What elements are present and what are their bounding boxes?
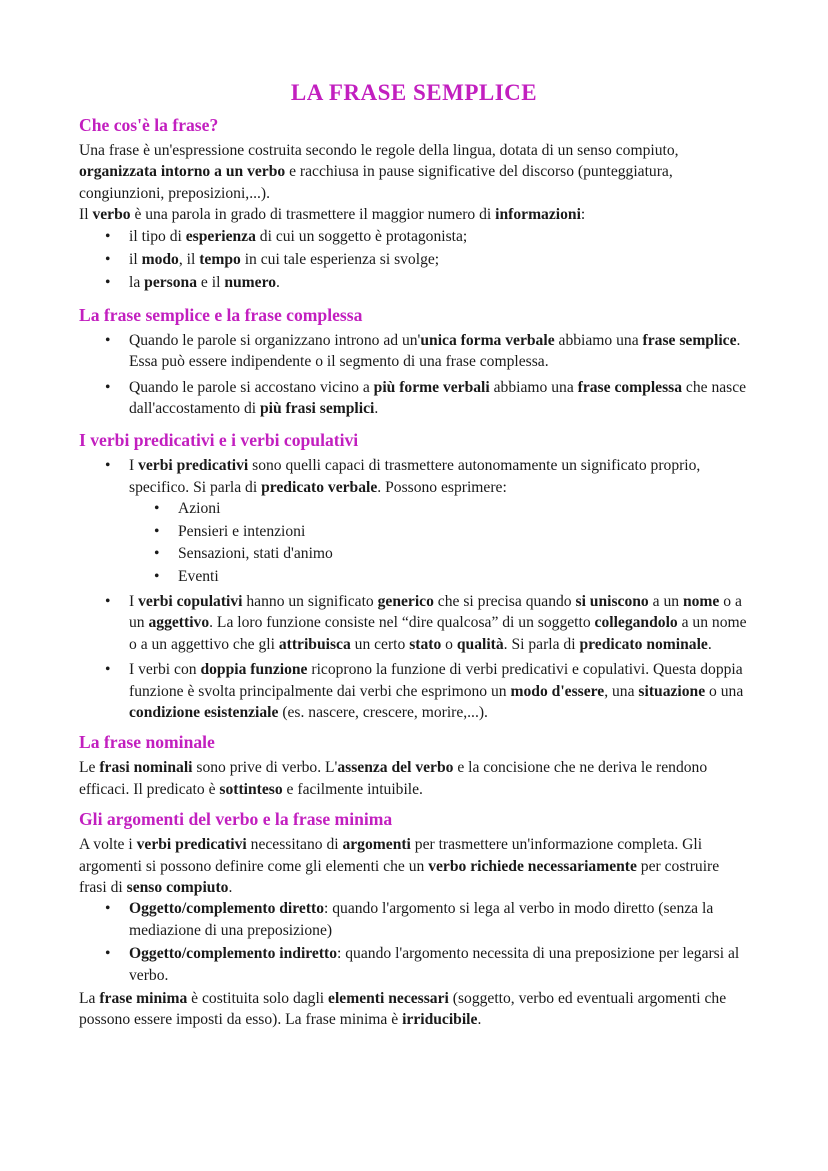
paragraph-frasi-nominali: Le frasi nominali sono prive di verbo. L'assenza del verbo e la concisione che ne deriva le rendono efficaci. Il predicato è sottinteso e facilmente intuibile. [79,759,708,798]
page-title: LA FRASE SEMPLICE [290,80,538,105]
list-item: • Oggetto/complemento indiretto: quando l'argomento necessita di una preposizione per legarsi al verbo. [129,943,749,986]
list-item: • il tipo di esperienza di cui un soggetto è protagonista; [129,226,749,247]
sublist-item: • Azioni [178,498,749,519]
paragraph-definizione-frase: Una frase è un'espressione costruita secondo le regole della lingua, dotata di un senso compiuto, organizzata intorno a un verbo e racchiusa in pause significative del discorso (punteggiatura, congiunzioni, preposizioni,...). [79,142,679,202]
paragraph-frase-minima: La frase minima è costituita solo dagli elementi necessari (soggetto, verbo ed eventuali argomenti che possono essere imposti da esso). La frase minima è irriducibile. [79,990,727,1029]
list-frase-semplice-complessa [79,330,749,420]
section-heading-frase-semplice-complessa: La frase semplice e la frase complessa [79,304,363,325]
list-item: • I verbi copulativi hanno un significato generico che si precisa quando si uniscono a un nome o a un aggettivo. La loro funzione consiste nel “dire qualcosa” di un soggetto collegandolo a un nome o a un aggettivo che gli attribuisca un certo stato o qualità. Si parla di predicato nominale. [129,591,749,655]
list-item: • il modo, il tempo in cui tale esperienza si svolge; [129,249,749,270]
sublist-item: • Pensieri e intenzioni [178,521,749,542]
list-verbi [79,455,749,723]
list-item: • la persona e il numero. [129,272,749,293]
sublist-item: • Sensazioni, stati d'animo [178,543,749,564]
section-heading-verbi-predicativi-copulativi: I verbi predicativi e i verbi copulativi [79,430,359,451]
section-heading-frase-nominale: La frase nominale [79,732,215,753]
section-heading-argomenti-frase-minima: Gli argomenti del verbo e la frase minima [79,809,393,830]
document-content [79,80,749,1031]
paragraph-argomenti: A volte i verbi predicativi necessitano di argomenti per trasmettere un'informazione completa. Gli argomenti si possono definire come gli elementi che un verbo richiede necessariamente per costruire frasi di senso compiuto. [79,836,720,896]
list-item: • Quando le parole si accostano vicino a più forme verbali abbiamo una frase complessa che nasce dall'accostamento di più frasi semplici. [129,377,749,420]
list-item: • I verbi predicativi sono quelli capaci di trasmettere autonomamente un significato proprio, specifico. Si parla di predicato verbale. Possono esprimere: • Azioni • Pensieri e intenzioni • Sensazioni, stati d'animo • Eventi [129,455,749,586]
section-heading-che-cose-la-frase: Che cos'è la frase? [79,115,219,135]
list-item: • Oggetto/complemento diretto: quando l'argomento si lega al verbo in modo diretto (senza la mediazione di una preposizione) [129,898,749,941]
sublist-item: • Eventi [178,566,749,587]
paragraph-verbo: Il verbo è una parola in grado di trasmettere il maggior numero di informazioni: [79,206,586,224]
spacer [79,800,749,808]
list-oggetto-complemento [79,898,749,986]
spacer [79,296,749,304]
list-item: • Quando le parole si organizzano introno ad un'unica forma verbale abbiamo una frase semplice. Essa può essere indipendente o il segmento di una frase complessa. [129,330,749,373]
list-item: • I verbi con doppia funzione ricoprono la funzione di verbi predicativi e copulativi. Questa doppia funzione è svolta principalmente dai verbi che esprimono un modo d'essere, una situazione o una condizione esistenziale (es. nascere, crescere, morire,...). [129,659,749,723]
list-informazioni [79,226,749,294]
sublist-possono-esprimere [129,498,749,587]
